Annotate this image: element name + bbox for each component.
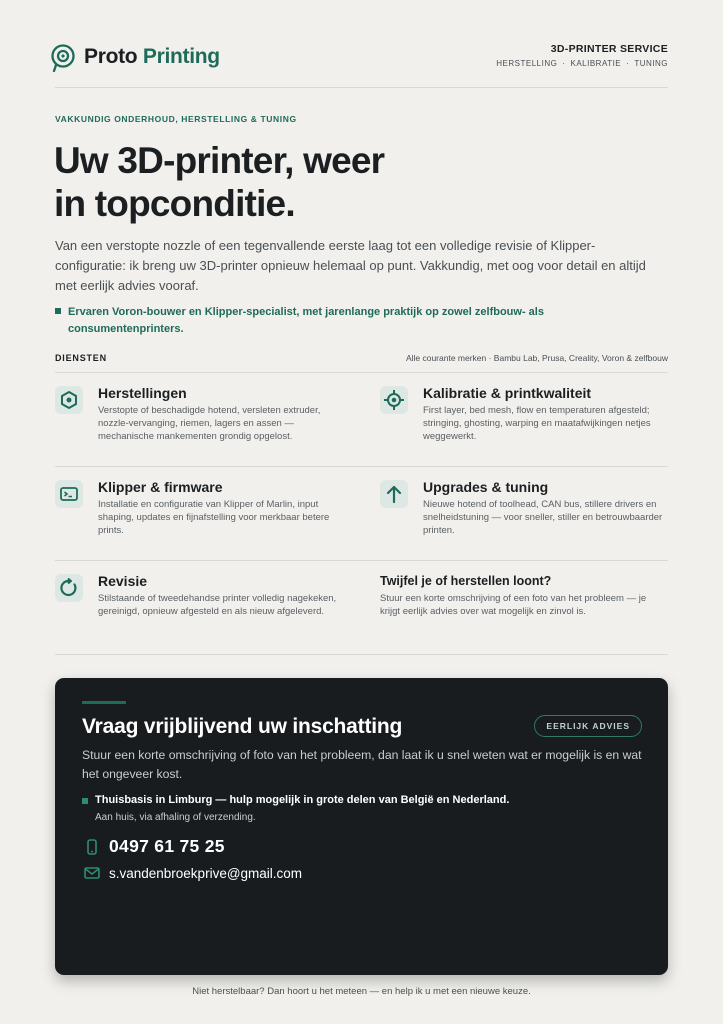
services-row-divider <box>55 560 668 561</box>
service-name: Kalibratie & printkwaliteit <box>423 385 592 401</box>
hero-highlight <box>55 304 615 337</box>
service-title: 3D-PRINTER SERVICE <box>550 43 668 55</box>
header-divider <box>55 87 668 88</box>
service-desc: First layer, bed mesh, flow en temperaturen afgesteld; stringing, ghosting, warping en maatafwijkingen netjes weggewerkt. <box>423 405 651 443</box>
header-service-info <box>496 43 668 68</box>
service-desc: Stilstaande of tweedehandse printer volledig nagekeken, gereinigd, opnieuw afgesteld en als nieuw afgeleverd. <box>98 593 337 618</box>
brand-logo <box>51 42 220 72</box>
service-upgrades <box>380 480 670 537</box>
service-items: HERSTELLING · KALIBRATIE · TUNING <box>496 59 668 68</box>
brand-name <box>84 45 220 69</box>
refresh-icon <box>55 574 83 602</box>
services-title: DIENSTEN <box>55 353 107 363</box>
tip-answer: Stuur een korte omschrijving of een foto van het probleem — je krijgt eerlijk advies over wat mogelijk en zinvol is. <box>380 593 647 618</box>
headline-line-2: in topconditie. <box>54 182 295 224</box>
tip-question: Twijfel je of herstellen loont? <box>380 574 552 588</box>
cta-title: Vraag vrijblijvend uw inschatting <box>82 715 403 738</box>
email-address[interactable]: s.vandenbroekprive@gmail.com <box>109 865 303 881</box>
service-name: Klipper & firmware <box>98 479 223 495</box>
service-item: TUNING <box>634 59 668 68</box>
service-tip <box>380 574 665 618</box>
phone-contact[interactable] <box>84 836 225 857</box>
services-bottom-divider <box>55 654 668 655</box>
highlight-text: Ervaren Voron-bouwer en Klipper-specialist, met jarenlange praktijk op zowel zelfbouw- als consumentenprinters. <box>68 306 544 335</box>
service-name: Herstellingen <box>98 385 187 401</box>
service-name: Revisie <box>98 573 148 589</box>
card-accent-bar <box>82 701 126 704</box>
services-divider <box>55 372 668 373</box>
services-row-divider <box>55 466 668 467</box>
footer-note: Niet herstelbaar? Dan hoort u het meteen — en help ik u met een nieuwe keuze. <box>192 986 531 997</box>
services-header <box>55 353 668 363</box>
headline-line-1: Uw 3D-printer, weer <box>54 140 385 181</box>
service-kalibratie <box>380 386 670 443</box>
services-brands: Alle courante merken · Bambu Lab, Prusa, Creality, Voron & zelfbouw <box>405 353 668 363</box>
crosshair-icon <box>380 386 408 414</box>
brand-name-part1: Proto <box>84 45 138 68</box>
service-item: KALIBRATIE <box>570 59 622 68</box>
service-revisie <box>55 574 345 618</box>
service-item: HERSTELLING <box>496 59 558 68</box>
cta-base-info <box>82 794 642 823</box>
service-klipper <box>55 480 345 537</box>
arrow-up-icon <box>380 480 408 508</box>
hero-headline <box>54 140 654 226</box>
brand-name-part2: Printing <box>142 45 220 68</box>
service-desc: Nieuwe hotend of toolhead, CAN bus, stillere drivers en snelheidstuning — voor sneller, stiller en betrouwbaarder printen. <box>423 499 663 537</box>
hex-nut-icon <box>55 386 83 414</box>
hero-eyebrow: VAKKUNDIG ONDERHOUD, HERSTELLING & TUNING <box>55 114 297 124</box>
target-ring-icon <box>51 42 77 72</box>
phone-icon <box>84 839 100 855</box>
bullet-square-icon <box>82 798 88 804</box>
cta-badge: EERLIJK ADVIES <box>534 715 642 737</box>
mail-icon <box>84 865 100 881</box>
cta-card <box>55 678 668 975</box>
service-desc: Installatie en configuratie van Klipper of Marlin, input shaping, updates en fijnafstelling voor merkbaar betere prints. <box>98 499 330 537</box>
bullet-square-icon <box>55 308 61 314</box>
hero-intro: Van een verstopte nozzle of een tegenvallende eerste laag tot een volledige revisie of Klipper-configuratie: ik breng uw 3D-printer opnieuw helemaal op punt. Vakkundig, met oog voor detail en altijd met eerlijk advies vooraf. <box>55 238 646 293</box>
base-title: Thuisbasis in Limburg — hulp mogelijk in grote delen van België en Nederland. <box>95 794 510 806</box>
base-subtitle: Aan huis, via afhaling of verzending. <box>95 812 256 823</box>
email-contact[interactable] <box>84 865 302 881</box>
service-desc: Verstopte of beschadigde hotend, versleten extruder, nozzle-vervanging, riemen, lagers en assen — mechanische mankementen grondig opgelost. <box>98 405 321 443</box>
cta-text: Stuur een korte omschrijving of foto van het probleem, dan laat ik u snel weten wat er mogelijk is en wat het ongeveer kost. <box>82 748 642 781</box>
service-name: Upgrades & tuning <box>423 479 549 495</box>
terminal-icon <box>55 480 83 508</box>
phone-number[interactable]: 0497 61 75 25 <box>109 836 225 856</box>
service-herstellingen <box>55 386 345 443</box>
